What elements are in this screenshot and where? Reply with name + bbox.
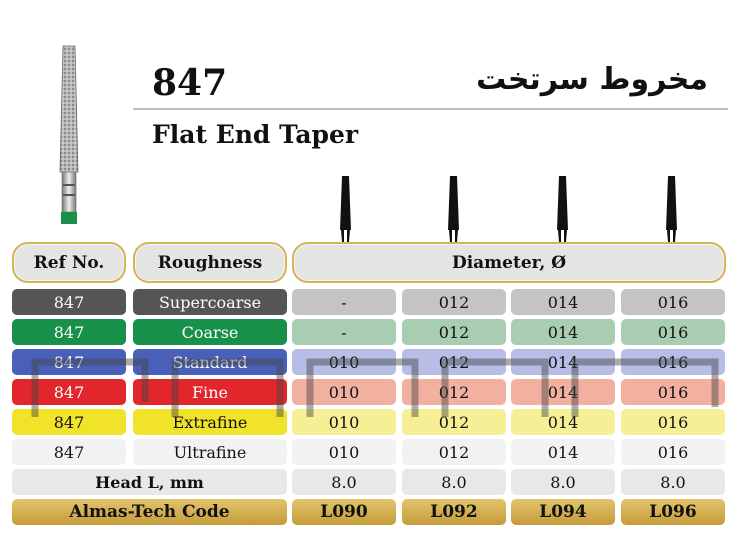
- code-cell: L092: [402, 499, 506, 525]
- diameter-cell: 010: [292, 409, 396, 435]
- tip-silhouette-012: [448, 176, 459, 242]
- head-length-cell: 8.0: [621, 469, 725, 495]
- product-subtitle: Flat End Taper: [152, 120, 359, 149]
- diameter-cell: 016: [621, 379, 725, 405]
- diameter-cell: 016: [621, 289, 725, 315]
- diameter-cell: 012: [402, 409, 506, 435]
- head-length-cell: 8.0: [511, 469, 615, 495]
- ref-cell: 847: [12, 439, 126, 465]
- column-header-diameter: Diameter, Ø: [292, 242, 726, 283]
- persian-product-name: مخروط سرتخت: [476, 62, 708, 97]
- head-length-cell: 8.0: [292, 469, 396, 495]
- tip-silhouette-016: [666, 176, 677, 242]
- diameter-cell: -: [292, 319, 396, 345]
- roughness-cell: Extrafine: [133, 409, 287, 435]
- code-label: Almas-Tech Code: [12, 499, 287, 525]
- diameter-cell: 014: [511, 319, 615, 345]
- ref-cell: 847: [12, 319, 126, 345]
- column-header-roughness: Roughness: [133, 242, 287, 283]
- code-cell: L094: [511, 499, 615, 525]
- tip-silhouette-014: [557, 176, 568, 242]
- diameter-cell: 014: [511, 289, 615, 315]
- roughness-cell: Supercoarse: [133, 289, 287, 315]
- code-cell: L090: [292, 499, 396, 525]
- product-code: 847: [152, 62, 228, 104]
- diameter-cell: 014: [511, 439, 615, 465]
- diameter-cell: 012: [402, 319, 506, 345]
- roughness-cell: Ultrafine: [133, 439, 287, 465]
- roughness-cell: Coarse: [133, 319, 287, 345]
- diameter-cell: 016: [621, 349, 725, 375]
- diameter-cell: 010: [292, 379, 396, 405]
- diameter-cell: 012: [402, 349, 506, 375]
- ref-cell: 847: [12, 289, 126, 315]
- ref-cell: 847: [12, 379, 126, 405]
- column-header-ref: Ref No.: [12, 242, 126, 283]
- diameter-cell: 016: [621, 439, 725, 465]
- title-divider: [133, 108, 728, 110]
- diameter-cell: -: [292, 289, 396, 315]
- diameter-cell: 012: [402, 289, 506, 315]
- diameter-cell: 016: [621, 409, 725, 435]
- ref-cell: 847: [12, 409, 126, 435]
- diameter-cell: 014: [511, 409, 615, 435]
- diameter-cell: 010: [292, 349, 396, 375]
- diameter-cell: 012: [402, 439, 506, 465]
- diameter-cell: 014: [511, 349, 615, 375]
- roughness-cell: Fine: [133, 379, 287, 405]
- ref-cell: 847: [12, 349, 126, 375]
- tip-silhouettes: [290, 170, 730, 244]
- tip-silhouette-010: [340, 176, 351, 242]
- head-length-label: Head L, mm: [12, 469, 287, 495]
- bur-image: [52, 44, 86, 230]
- diameter-cell: 014: [511, 379, 615, 405]
- diameter-cell: 016: [621, 319, 725, 345]
- diameter-cell: 012: [402, 379, 506, 405]
- diameter-cell: 010: [292, 439, 396, 465]
- code-cell: L096: [621, 499, 725, 525]
- head-length-cell: 8.0: [402, 469, 506, 495]
- roughness-cell: Standard: [133, 349, 287, 375]
